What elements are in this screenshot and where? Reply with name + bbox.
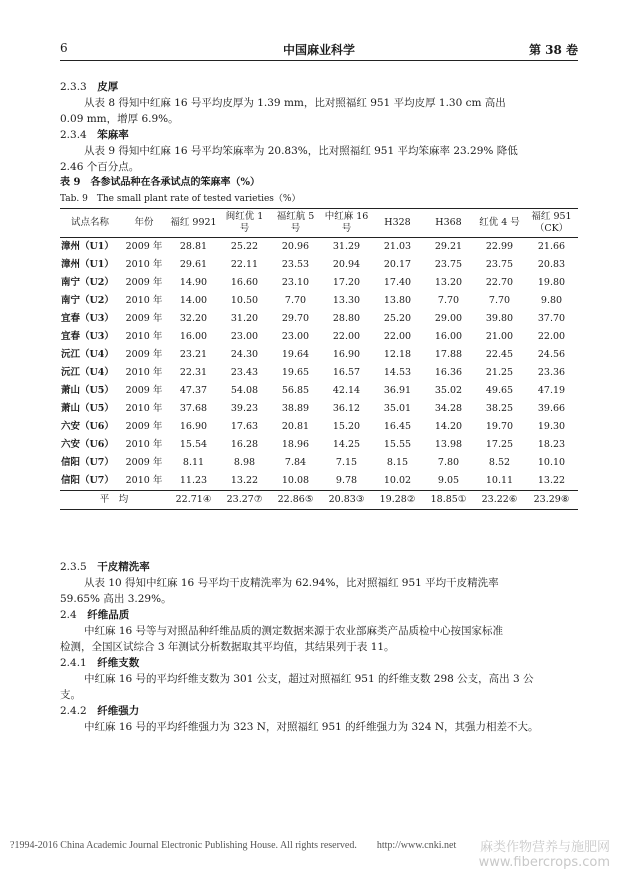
column-header-variety: 福红 951（CK） — [525, 209, 578, 238]
average-cell: 22.86⑤ — [270, 491, 321, 510]
copyright-footer — [10, 840, 456, 851]
column-header-variety: 福红 9921 — [168, 209, 219, 238]
average-cell: 23.27⑦ — [219, 491, 270, 510]
column-header-year: 年份 — [120, 209, 168, 238]
value-cell: 13.22 — [230, 475, 259, 486]
value-cell: 38.25 — [485, 403, 514, 414]
table-row — [60, 472, 578, 491]
running-header — [60, 41, 578, 59]
value-cell: 17.25 — [485, 439, 514, 450]
value-cell: 23.36 — [537, 367, 566, 378]
value-cell: 20.83 — [537, 259, 566, 270]
value-cell: 10.10 — [537, 457, 566, 468]
copyright-text: ?1994-2016 China Academic Journal Electronic Publishing House. All rights reserved. — [10, 840, 357, 851]
value-cell: 56.85 — [281, 385, 310, 396]
site-cell: 漳州（U1） — [61, 259, 114, 270]
site-cell: 萧山（U5） — [61, 403, 114, 414]
year-cell: 2009 年 — [125, 313, 163, 324]
value-cell: 29.61 — [179, 259, 208, 270]
site-cell: 南宁（U2） — [61, 277, 114, 288]
value-cell: 28.80 — [332, 313, 361, 324]
section-heading-2-4-2 — [60, 704, 578, 718]
value-cell: 22.70 — [485, 277, 514, 288]
value-cell: 23.43 — [230, 367, 259, 378]
value-cell: 15.55 — [383, 439, 412, 450]
column-header-site: 试点名称 — [60, 209, 120, 238]
column-header-variety: 中红麻 16 号 — [321, 209, 372, 238]
year-cell: 2010 年 — [125, 295, 163, 306]
table-row — [60, 256, 578, 274]
small-plant-rate-table — [60, 208, 578, 510]
value-cell: 23.21 — [179, 349, 208, 360]
table-average-row — [60, 491, 578, 510]
value-cell: 14.00 — [179, 295, 208, 306]
value-cell: 16.36 — [434, 367, 463, 378]
value-cell: 9.80 — [540, 295, 563, 306]
column-header-variety: H328 — [372, 209, 423, 238]
value-cell: 13.22 — [537, 475, 566, 486]
section-title: 皮厚 — [97, 81, 119, 93]
cnki-link[interactable]: http://www.cnki.net — [376, 840, 457, 851]
value-cell: 11.23 — [179, 475, 208, 486]
value-cell: 31.20 — [230, 313, 259, 324]
year-cell: 2009 年 — [125, 457, 163, 468]
value-cell: 18.23 — [537, 439, 566, 450]
value-cell: 7.70 — [284, 295, 307, 306]
value-cell: 21.25 — [485, 367, 514, 378]
table-row — [60, 454, 578, 472]
value-cell: 19.64 — [281, 349, 310, 360]
value-cell: 19.30 — [537, 421, 566, 432]
site-cell: 南宁（U2） — [61, 295, 114, 306]
paragraph-line: 从表 8 得知中红麻 16 号平均皮厚为 1.39 mm，比对照福红 951 平均皮厚 1.30 cm 高出 — [84, 97, 506, 109]
average-cell: 20.83③ — [321, 491, 372, 510]
value-cell: 18.96 — [281, 439, 310, 450]
watermark — [479, 840, 610, 870]
value-cell: 29.21 — [434, 241, 463, 252]
section-number: 2.4.2 — [60, 705, 87, 717]
year-cell: 2009 年 — [125, 277, 163, 288]
value-cell: 16.60 — [230, 277, 259, 288]
value-cell: 7.84 — [284, 457, 307, 468]
value-cell: 37.70 — [537, 313, 566, 324]
table-row — [60, 436, 578, 454]
paragraph-line: 0.09 mm，增厚 6.9%。 — [60, 113, 179, 125]
average-cell: 18.85① — [423, 491, 474, 510]
paragraph-line: 2.46 个百分点。 — [60, 161, 140, 173]
value-cell: 22.00 — [537, 331, 566, 342]
value-cell: 35.01 — [383, 403, 412, 414]
year-cell: 2009 年 — [125, 385, 163, 396]
page-number: 6 — [60, 41, 68, 55]
value-cell: 23.75 — [485, 259, 514, 270]
value-cell: 9.78 — [335, 475, 358, 486]
value-cell: 21.03 — [383, 241, 412, 252]
average-cell: 23.22⑥ — [474, 491, 525, 510]
value-cell: 22.00 — [383, 331, 412, 342]
value-cell: 24.56 — [537, 349, 566, 360]
value-cell: 22.00 — [332, 331, 361, 342]
value-cell: 19.65 — [281, 367, 310, 378]
value-cell: 8.15 — [386, 457, 409, 468]
value-cell: 22.11 — [230, 259, 259, 270]
value-cell: 42.14 — [332, 385, 361, 396]
value-cell: 22.45 — [485, 349, 514, 360]
site-cell: 信阳（U7） — [61, 457, 114, 468]
value-cell: 39.80 — [485, 313, 514, 324]
value-cell: 16.28 — [230, 439, 259, 450]
value-cell: 47.19 — [537, 385, 566, 396]
value-cell: 20.81 — [281, 421, 310, 432]
value-cell: 22.99 — [485, 241, 514, 252]
value-cell: 7.15 — [335, 457, 358, 468]
value-cell: 21.00 — [485, 331, 514, 342]
section-number: 2.3.3 — [60, 81, 87, 93]
value-cell: 8.11 — [182, 457, 205, 468]
paragraph-line: 中红麻 16 号的平均纤维支数为 301 公支，超过对照福红 951 的纤维支数 298 公支，高出 3 公 — [84, 673, 534, 685]
value-cell: 20.17 — [383, 259, 412, 270]
value-cell: 23.10 — [281, 277, 310, 288]
average-cell: 22.71④ — [168, 491, 219, 510]
table-row — [60, 238, 578, 257]
value-cell: 36.91 — [383, 385, 412, 396]
year-cell: 2010 年 — [125, 367, 163, 378]
year-cell: 2010 年 — [125, 403, 163, 414]
site-cell: 沅江（U4） — [61, 349, 114, 360]
value-cell: 10.08 — [281, 475, 310, 486]
section-number: 2.3.4 — [60, 129, 87, 141]
value-cell: 49.65 — [485, 385, 514, 396]
value-cell: 15.54 — [179, 439, 208, 450]
average-cell: 23.29⑧ — [525, 491, 578, 510]
value-cell: 47.37 — [179, 385, 208, 396]
year-cell: 2009 年 — [125, 421, 163, 432]
section-title: 笨麻率 — [97, 129, 129, 141]
site-cell: 沅江（U4） — [61, 367, 114, 378]
value-cell: 19.70 — [485, 421, 514, 432]
value-cell: 23.53 — [281, 259, 310, 270]
average-cell: 19.28② — [372, 491, 423, 510]
value-cell: 32.20 — [179, 313, 208, 324]
value-cell: 31.29 — [332, 241, 361, 252]
value-cell: 13.30 — [332, 295, 361, 306]
average-label: 平 均 — [60, 491, 168, 510]
table-header-row — [60, 209, 578, 238]
volume-label: 第 38 卷 — [528, 43, 578, 57]
year-cell: 2010 年 — [125, 259, 163, 270]
site-cell: 六安（U6） — [61, 421, 114, 432]
table-caption-cn: 表 9 各参试品种在各承试点的笨麻率（%） — [60, 177, 260, 188]
value-cell: 17.88 — [434, 349, 463, 360]
year-cell: 2010 年 — [125, 439, 163, 450]
value-cell: 21.66 — [537, 241, 566, 252]
value-cell: 14.90 — [179, 277, 208, 288]
paragraph-line: 59.65% 高出 3.29%。 — [60, 593, 172, 605]
year-cell: 2009 年 — [125, 349, 163, 360]
value-cell: 23.00 — [230, 331, 259, 342]
value-cell: 37.68 — [179, 403, 208, 414]
value-cell: 13.80 — [383, 295, 412, 306]
value-cell: 10.11 — [485, 475, 514, 486]
value-cell: 9.05 — [437, 475, 460, 486]
section-heading-2-3-3 — [60, 80, 578, 94]
year-cell: 2010 年 — [125, 475, 163, 486]
section-number: 2.4 — [60, 609, 77, 621]
value-cell: 7.70 — [437, 295, 460, 306]
section-title: 纤维强力 — [97, 705, 140, 717]
section-heading-2-3-4 — [60, 128, 578, 142]
site-cell: 信阳（U7） — [61, 475, 114, 486]
paragraph-line: 支。 — [60, 689, 81, 701]
value-cell: 17.40 — [383, 277, 412, 288]
value-cell: 10.50 — [230, 295, 259, 306]
site-cell: 宜春（U3） — [61, 313, 114, 324]
year-cell: 2010 年 — [125, 331, 163, 342]
value-cell: 19.80 — [537, 277, 566, 288]
paragraph-line: 检测，全国区试综合 3 年测试分析数据取其平均值，其结果列于表 11。 — [60, 641, 395, 653]
column-header-variety: 红优 4 号 — [474, 209, 525, 238]
table-row — [60, 328, 578, 346]
value-cell: 39.66 — [537, 403, 566, 414]
paragraph-line: 中红麻 16 号的平均纤维强力为 323 N，对照福红 951 的纤维强力为 324 N，其强力相差不大。 — [84, 721, 539, 733]
watermark-title: 麻类作物营养与施肥网 — [479, 840, 610, 855]
value-cell: 35.02 — [434, 385, 463, 396]
value-cell: 20.96 — [281, 241, 310, 252]
value-cell: 15.20 — [332, 421, 361, 432]
value-cell: 8.98 — [233, 457, 256, 468]
site-cell: 宜春（U3） — [61, 331, 114, 342]
value-cell: 16.00 — [434, 331, 463, 342]
header-rule — [60, 60, 578, 61]
section-title: 纤维支数 — [97, 657, 140, 669]
table-row — [60, 400, 578, 418]
value-cell: 8.52 — [488, 457, 511, 468]
value-cell: 13.20 — [434, 277, 463, 288]
value-cell: 54.08 — [230, 385, 259, 396]
column-header-variety: H368 — [423, 209, 474, 238]
value-cell: 12.18 — [383, 349, 412, 360]
site-cell: 萧山（U5） — [61, 385, 114, 396]
value-cell: 38.89 — [281, 403, 310, 414]
table-row — [60, 292, 578, 310]
table-row — [60, 364, 578, 382]
journal-name: 中国麻业科学 — [282, 43, 355, 57]
value-cell: 10.02 — [383, 475, 412, 486]
value-cell: 7.70 — [488, 295, 511, 306]
value-cell: 13.98 — [434, 439, 463, 450]
value-cell: 24.30 — [230, 349, 259, 360]
site-cell: 漳州（U1） — [61, 241, 114, 252]
section-number: 2.3.5 — [60, 561, 87, 573]
section-heading-2-4 — [60, 608, 578, 622]
value-cell: 23.75 — [434, 259, 463, 270]
table-row — [60, 418, 578, 436]
column-header-variety: 福红航 5 号 — [270, 209, 321, 238]
value-cell: 25.20 — [383, 313, 412, 324]
value-cell: 16.90 — [179, 421, 208, 432]
table-row — [60, 346, 578, 364]
value-cell: 29.00 — [434, 313, 463, 324]
section-title: 干皮精洗率 — [97, 561, 150, 573]
section-title: 纤维品质 — [87, 609, 130, 621]
watermark-url: www.fibercrops.com — [478, 855, 610, 870]
value-cell: 20.94 — [332, 259, 361, 270]
value-cell: 25.22 — [230, 241, 259, 252]
value-cell: 36.12 — [332, 403, 361, 414]
paragraph-line: 中红麻 16 号等与对照品种纤维品质的测定数据来源于农业部麻类产品质检中心按国家标准 — [84, 625, 504, 637]
paragraph-line: 从表 10 得知中红麻 16 号平均干皮精洗率为 62.94%，比对照福红 951 平均干皮精洗率 — [84, 577, 499, 589]
value-cell: 16.45 — [383, 421, 412, 432]
value-cell: 22.31 — [179, 367, 208, 378]
year-cell: 2009 年 — [125, 241, 163, 252]
value-cell: 16.57 — [332, 367, 361, 378]
section-heading-2-4-1 — [60, 656, 578, 670]
value-cell: 29.70 — [281, 313, 310, 324]
paragraph-line: 从表 9 得知中红麻 16 号平均笨麻率为 20.83%，比对照福红 951 平均笨麻率 23.29% 降低 — [84, 145, 518, 157]
table-row — [60, 382, 578, 400]
value-cell: 17.20 — [332, 277, 361, 288]
value-cell: 17.63 — [230, 421, 259, 432]
section-heading-2-3-5 — [60, 560, 578, 574]
section-number: 2.4.1 — [60, 657, 87, 669]
column-header-variety: 闽红优 1 号 — [219, 209, 270, 238]
value-cell: 39.23 — [230, 403, 259, 414]
table-caption-en: Tab. 9 The small plant rate of tested varieties（%） — [60, 194, 301, 204]
table-row — [60, 274, 578, 292]
value-cell: 14.20 — [434, 421, 463, 432]
value-cell: 23.00 — [281, 331, 310, 342]
value-cell: 16.90 — [332, 349, 361, 360]
value-cell: 14.25 — [332, 439, 361, 450]
value-cell: 34.28 — [434, 403, 463, 414]
table-row — [60, 310, 578, 328]
value-cell: 7.80 — [437, 457, 460, 468]
site-cell: 六安（U6） — [61, 439, 114, 450]
value-cell: 14.53 — [383, 367, 412, 378]
value-cell: 28.81 — [179, 241, 208, 252]
value-cell: 16.00 — [179, 331, 208, 342]
